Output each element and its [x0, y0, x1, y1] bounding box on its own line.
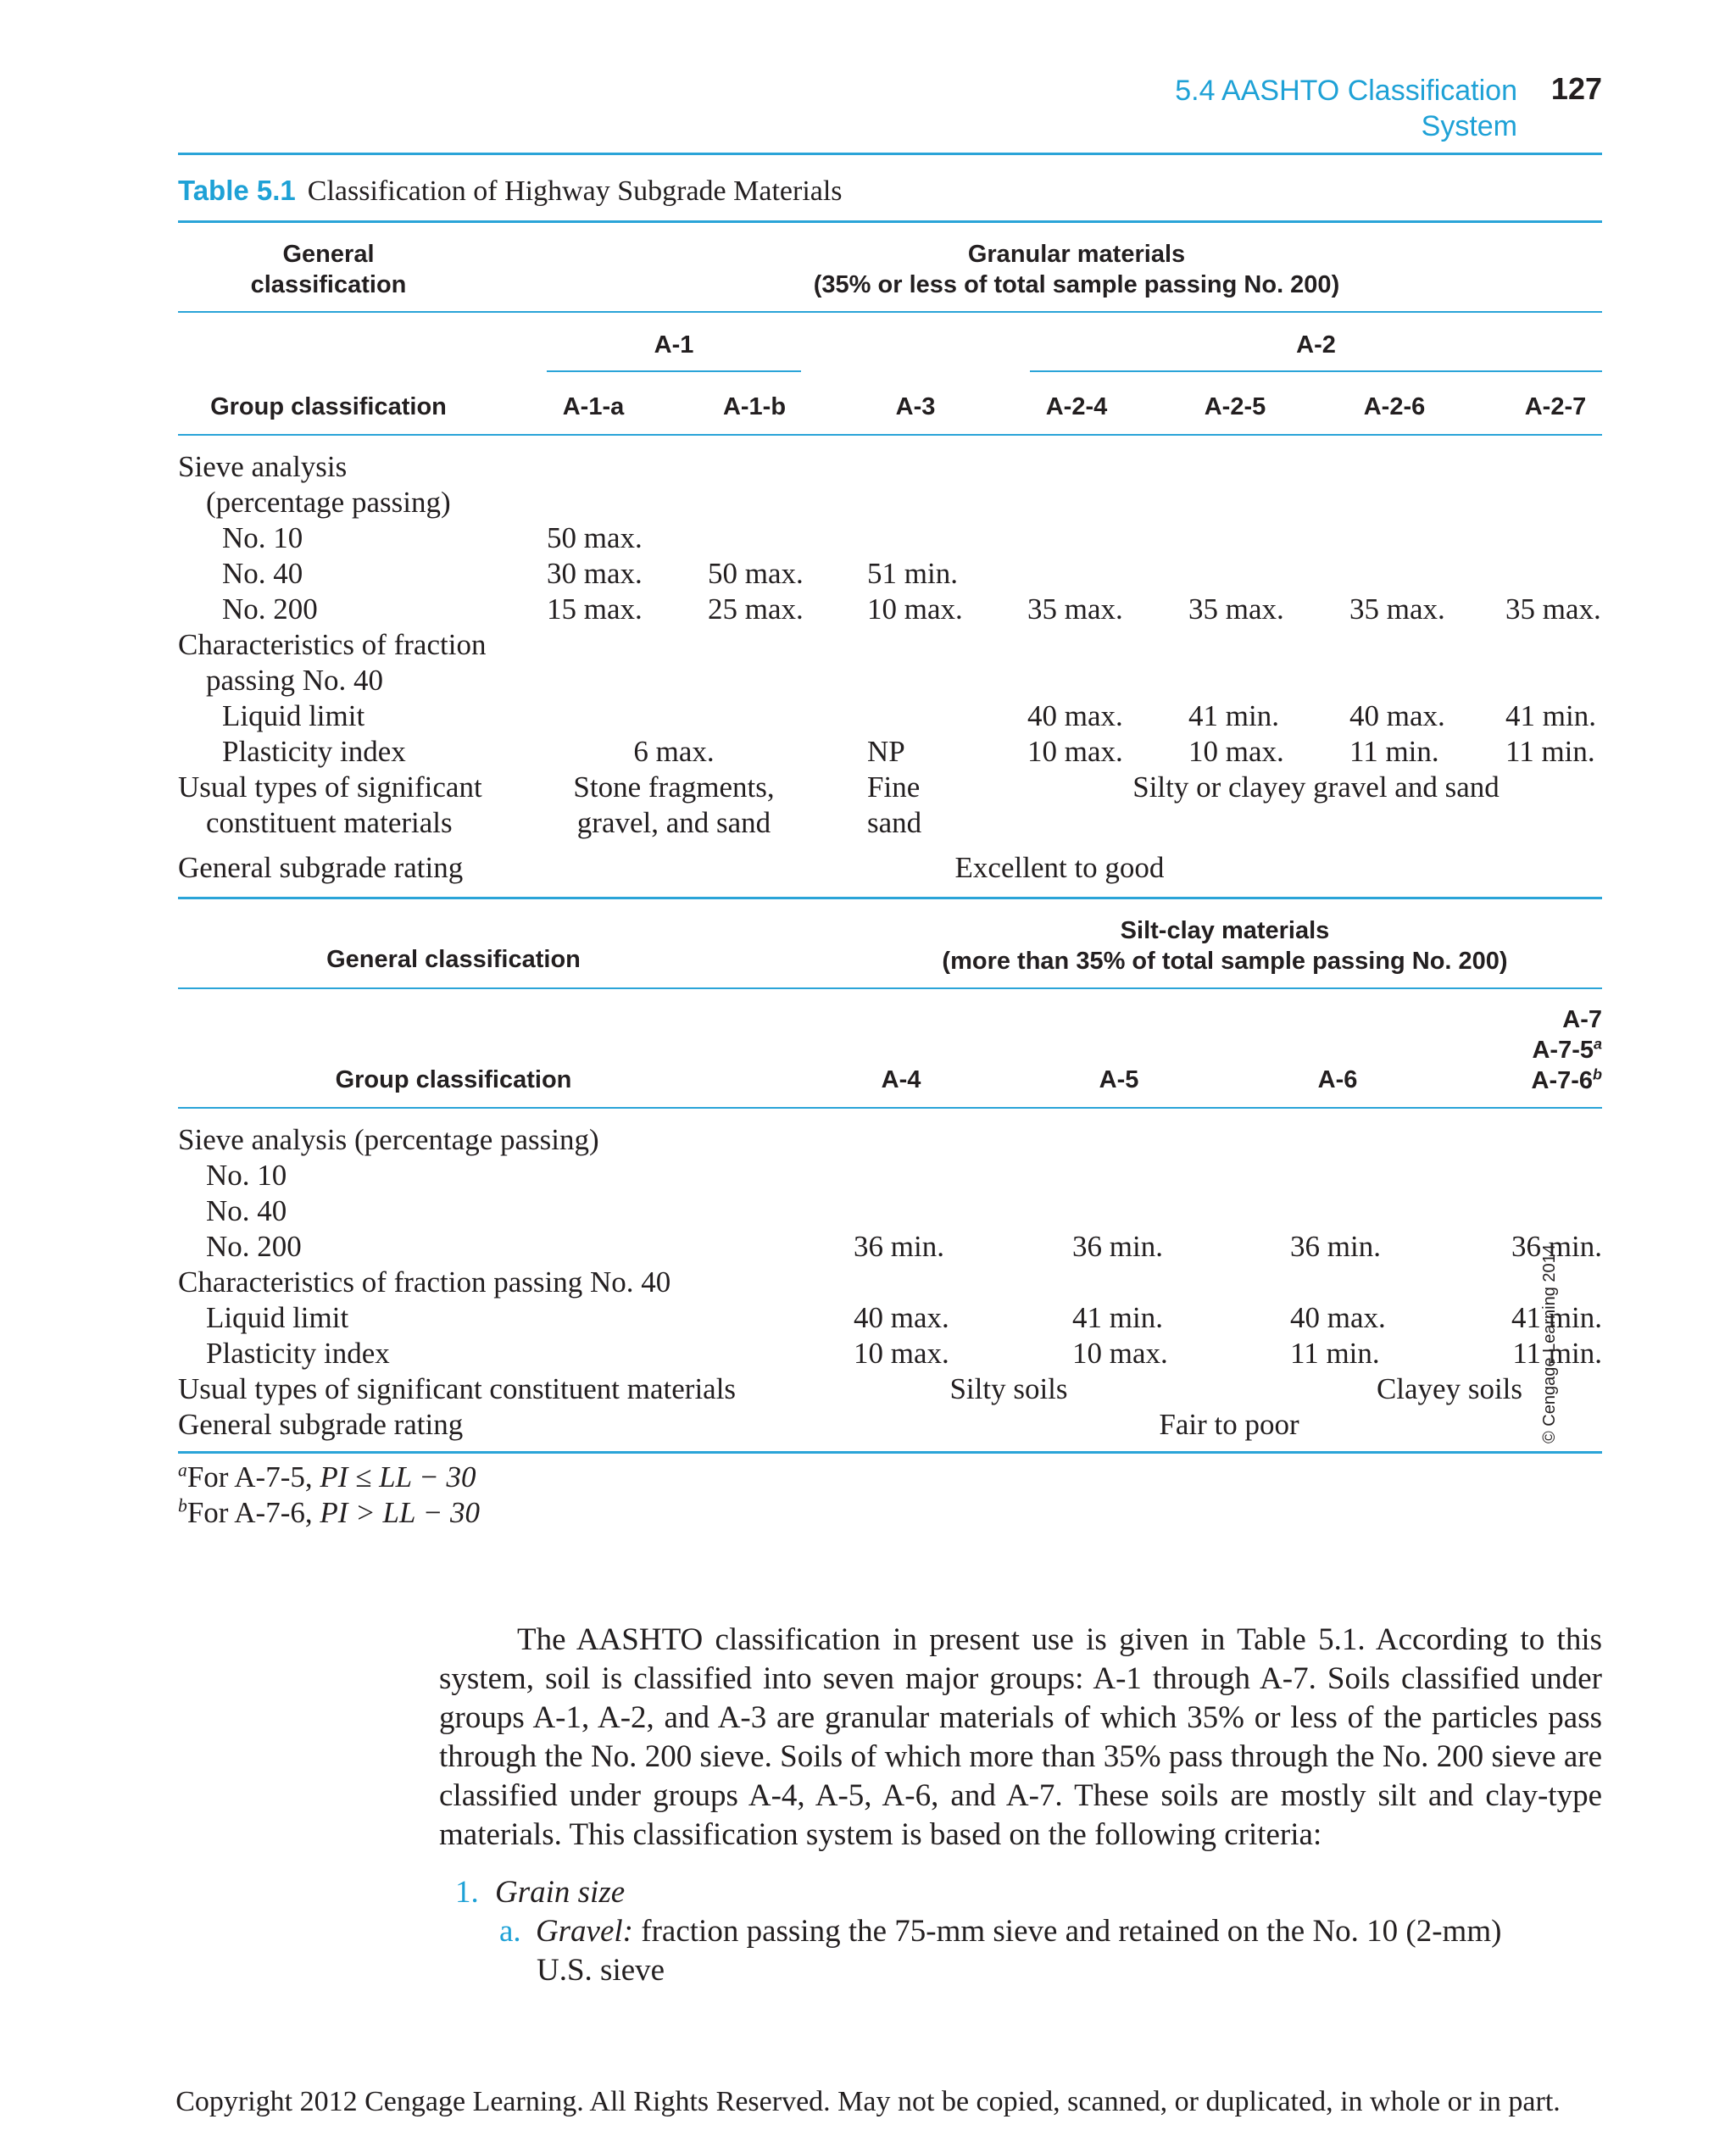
column-a-3: A-3: [895, 393, 936, 420]
body-paragraph: The AASHTO classification in present use is given in Table 5.1. According to this system, soil is classified into seven major groups: A-1 through A-7. Soils classified under groups A-1, A-2, and A-3 are granular materials of which 35% or less of the particles pass through the No. 200 sieve. Soils of which more than 35% pass through the No. 200 sieve are classified under groups A-4, A-5, A-6, and A-7. These soils are mostly silt and clay-type materials. This classification system is based on the following criteria:: [439, 1622, 1602, 1852]
cell-sc-pi-a4: 10 max.: [854, 1337, 949, 1370]
row-label-no10: No. 10: [222, 521, 303, 554]
column-a-7: A-7 A-7-5$^a$ A-7-6$^b$: [1531, 1006, 1602, 1094]
cell-sc-materials-silty: Silty soils: [949, 1372, 1068, 1405]
table-bottom-rule: [178, 1451, 1602, 1454]
column-a-1-a: A-1-a: [562, 393, 625, 420]
siltclay-row-label-no200: No. 200: [206, 1230, 302, 1263]
siltclay-row-label-usual-types: Usual types of significant constituent materials: [178, 1372, 737, 1405]
cell-sc-no200-a6: 36 min.: [1290, 1230, 1381, 1263]
column-a-2-5: A-2-5: [1204, 393, 1266, 420]
cell-no40-a1b: 50 max.: [708, 557, 804, 590]
cell-no200-a26: 35 max.: [1349, 592, 1445, 626]
granular-header-rule: [178, 311, 1602, 313]
siltclay-header-rule: [178, 987, 1602, 989]
column-a-2-7: A-2-7: [1524, 393, 1587, 420]
siltclay-materials-header: [848, 915, 1602, 976]
row-label-liquid-limit: Liquid limit: [222, 699, 365, 732]
sub-item-term: Gravel:: [535, 1914, 634, 1949]
cell-no10-a1a: 50 max.: [547, 521, 643, 554]
list-item-text: Grain size: [495, 1875, 626, 1910]
list-number: 1.: [455, 1875, 479, 1910]
group-a1-header: A-1: [654, 331, 694, 359]
cell-materials-a2: Silty or clayey gravel and sand: [1132, 770, 1500, 804]
cell-sc-pi-a5: 10 max.: [1072, 1337, 1168, 1370]
cell-pi-a25: 10 max.: [1188, 735, 1284, 768]
cell-pi-a27: 11 min.: [1505, 735, 1595, 768]
row-label-no40: No. 40: [222, 557, 303, 590]
cell-sc-ll-a6: 40 max.: [1290, 1301, 1386, 1334]
cell-sc-ll-a4: 40 max.: [854, 1301, 949, 1334]
cell-sc-rating: Fair to poor: [1159, 1408, 1299, 1441]
cell-pi-a26: 11 min.: [1349, 735, 1439, 768]
cell-sc-no200-a5: 36 min.: [1072, 1230, 1163, 1263]
row-label-plasticity-index: Plasticity index: [222, 735, 406, 768]
table-top-rule: [178, 220, 1602, 223]
row-label-passing-no40: passing No. 40: [206, 664, 384, 697]
siltclay-row-label-sieve-analysis: Sieve analysis (percentage passing): [178, 1123, 599, 1156]
row-label-subgrade-rating: General subgrade rating: [178, 851, 464, 884]
footnote-a: $^a$For A-7-5, PI ≤ LL − 30: [178, 1460, 476, 1493]
table-label: Table 5.1: [178, 175, 296, 206]
granular-materials-title: Granular materials: [967, 241, 1186, 268]
siltclay-materials-subtitle: (more than 35% of total sample passing No. 200): [942, 948, 1508, 975]
siltclay-materials-title: Silt-clay materials: [1120, 917, 1330, 944]
cell-pi-a3: NP: [867, 735, 905, 768]
cell-no40-a3: 51 min.: [867, 557, 958, 590]
column-a-2-6: A-2-6: [1363, 393, 1426, 420]
cell-no200-a24: 35 max.: [1027, 592, 1123, 626]
cell-pi-a1: 6 max.: [633, 735, 715, 768]
cell-sc-ll-a5: 41 min.: [1072, 1301, 1163, 1334]
column-a-2-4: A-2-4: [1045, 393, 1108, 420]
criteria-sub-item-continuation: U.S. sieve: [537, 1953, 665, 1988]
siltclay-group-classification-label: Group classification: [335, 1066, 572, 1093]
cell-sc-no200-a7: 36 min.: [1511, 1230, 1602, 1263]
group-a2-header: A-2: [1296, 331, 1336, 359]
granular-column-rule: [178, 434, 1602, 436]
footnote-b: $^b$For A-7-6, PI > LL − 30: [178, 1495, 480, 1529]
granular-materials-subtitle: (35% or less of total sample passing No. 200): [813, 271, 1340, 298]
siltclay-row-label-characteristics: Characteristics of fraction passing No. 40: [178, 1265, 671, 1299]
row-label-sieve-analysis: Sieve analysis: [178, 450, 348, 483]
cell-ll-a26: 40 max.: [1349, 699, 1445, 732]
cell-no200-a3: 10 max.: [867, 592, 963, 626]
row-label-characteristics: Characteristics of fraction: [178, 628, 487, 661]
cell-pi-a24: 10 max.: [1027, 735, 1123, 768]
group-a1-rule: [547, 370, 801, 372]
sub-item-text: fraction passing the 75-mm sieve and retained on the No. 10 (2-mm): [633, 1914, 1502, 1949]
cell-no200-a25: 35 max.: [1188, 592, 1284, 626]
cell-ll-a27: 41 min.: [1505, 699, 1596, 732]
cell-no40-a1a: 30 max.: [547, 557, 643, 590]
siltclay-row-label-liquid-limit: Liquid limit: [206, 1301, 349, 1334]
granular-general-classification-header: General classification: [250, 241, 407, 298]
row-label-usual-types: Usual types of significant: [178, 770, 482, 804]
group-a2-rule: [1030, 370, 1602, 372]
row-label-percentage-passing: (percentage passing): [206, 486, 451, 519]
column-a-4: A-4: [881, 1066, 921, 1093]
sub-item-mark: a.: [499, 1914, 521, 1949]
cell-materials-a3: Fine sand: [867, 770, 922, 839]
column-a-5: A-5: [1099, 1066, 1139, 1093]
cell-no200-a27: 35 max.: [1505, 592, 1601, 626]
page-number: 127: [1550, 71, 1602, 106]
siltclay-row-label-plasticity-index: Plasticity index: [206, 1337, 390, 1370]
criteria-sub-item: [499, 1912, 1501, 1951]
copyright-footer: Copyright 2012 Cengage Learning. All Rights Reserved. May not be copied, scanned, or duplicated, in whole or in part.: [175, 2086, 1561, 2117]
row-label-constituent-materials: constituent materials: [206, 806, 453, 839]
siltclay-row-label-no10: No. 10: [206, 1159, 287, 1192]
row-label-no200: No. 200: [222, 592, 318, 626]
granular-materials-header: [593, 239, 1560, 300]
cell-sc-materials-clayey: Clayey soils: [1376, 1372, 1523, 1405]
cell-sc-pi-a7: 11 min.: [1512, 1337, 1602, 1370]
criteria-list-item: [455, 1873, 625, 1912]
running-header-section: 5.4 AASHTO Classification System: [1175, 75, 1517, 142]
cell-ll-a24: 40 max.: [1027, 699, 1123, 732]
cell-sc-no200-a4: 36 min.: [854, 1230, 944, 1263]
cell-sc-ll-a7: 41 min.: [1511, 1301, 1602, 1334]
cell-sc-pi-a6: 11 min.: [1290, 1337, 1380, 1370]
cell-materials-a1: Stone fragments, gravel, and sand: [573, 770, 775, 839]
table-title: Classification of Highway Subgrade Materials: [307, 175, 843, 207]
siltclay-row-label-no40: No. 40: [206, 1194, 287, 1227]
column-a-1-b: A-1-b: [722, 393, 787, 420]
section-divider-rule: [178, 897, 1602, 899]
cell-ll-a25: 41 min.: [1188, 699, 1279, 732]
siltclay-column-rule: [178, 1107, 1602, 1109]
side-credit: © Cengage Learning 2014: [1540, 1244, 1559, 1443]
cell-rating-granular: Excellent to good: [954, 851, 1165, 884]
table-caption: [178, 175, 843, 208]
column-a-6: A-6: [1317, 1066, 1358, 1093]
header-rule: [178, 153, 1602, 155]
cell-no200-a1b: 25 max.: [708, 592, 804, 626]
granular-group-classification-label: Group classification: [210, 393, 447, 420]
cell-no200-a1a: 15 max.: [547, 592, 643, 626]
siltclay-general-classification-header: General classification: [326, 946, 581, 973]
siltclay-row-label-subgrade-rating: General subgrade rating: [178, 1408, 464, 1441]
